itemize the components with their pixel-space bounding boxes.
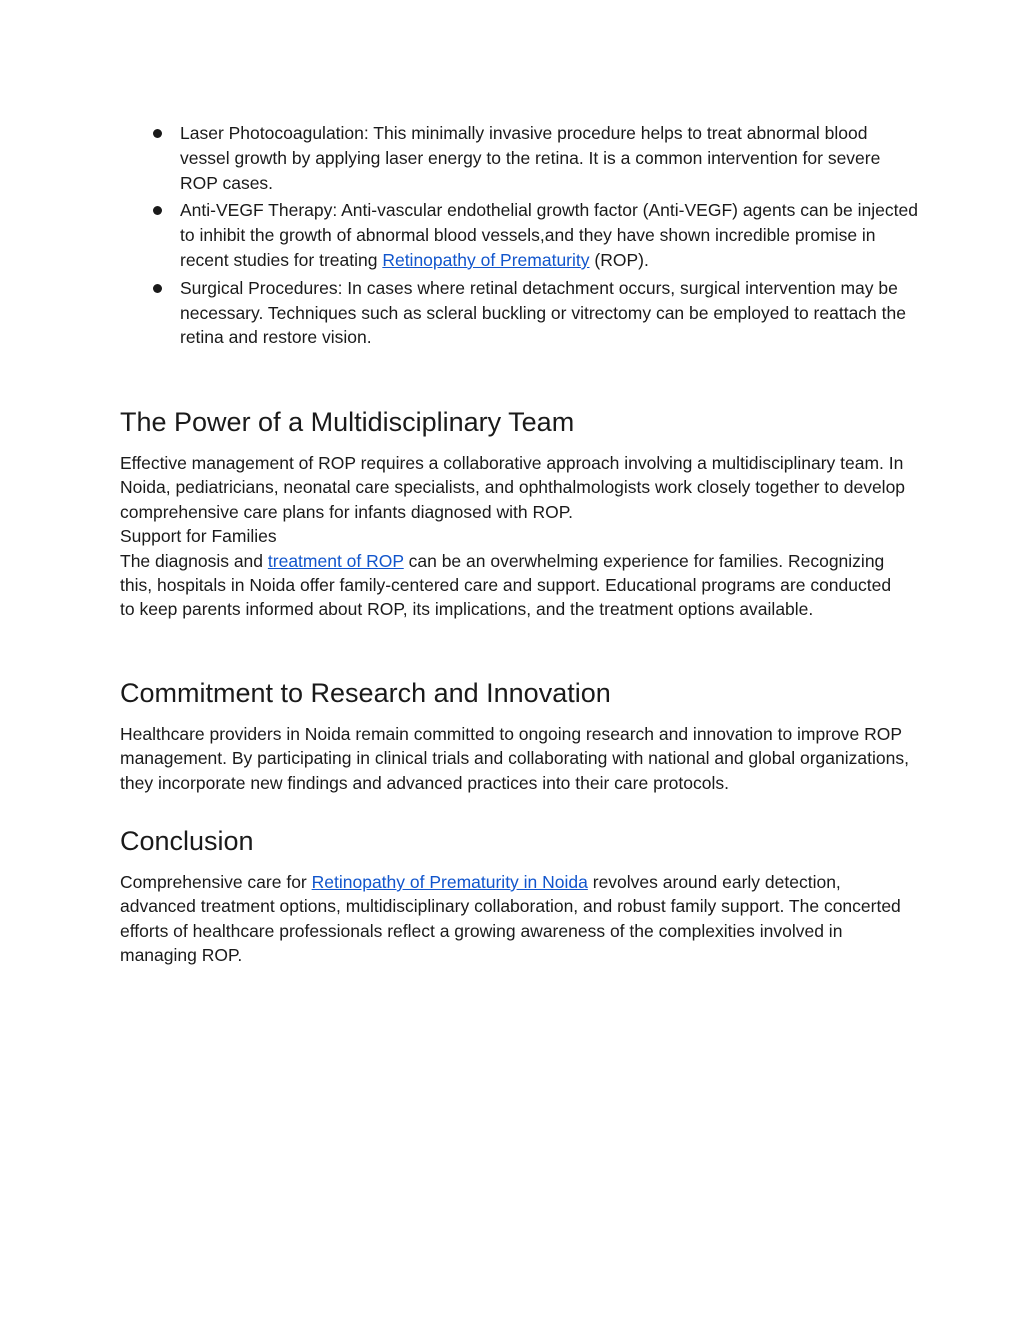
section-paragraph: Healthcare providers in Noida remain committed to ongoing research and innovation to improve ROP management. By participating in clinical trials and collaborating with national and global organizations, they incorporate new findings and advanced practices into their care protocols. xyxy=(120,724,909,793)
paragraph-text: revolves around early detection, advanced treatment options, multidisciplinary collaboration, and robust family support. The concerted efforts of healthcare professionals reflect a growing awareness of the complexities involved in managing ROP. xyxy=(120,872,901,966)
bullet-text: (ROP). xyxy=(589,249,649,270)
bullet-text: Laser Photocoagulation: This minimally invasive procedure helps to treat abnormal blood vessel growth by applying laser energy to the retina. It is a common intervention for severe ROP cases. xyxy=(180,123,881,193)
section-heading: Commitment to Research and Innovation xyxy=(120,678,611,708)
section-paragraph xyxy=(120,870,910,968)
section-paragraph xyxy=(120,451,910,622)
research-section xyxy=(120,676,910,795)
multidisciplinary-section xyxy=(120,405,910,622)
treatment-of-rop-link[interactable]: treatment of ROP xyxy=(267,550,404,571)
paragraph-text: Comprehensive care for xyxy=(120,872,312,892)
bullet-text: Surgical Procedures: In cases where retinal detachment occurs, surgical intervention may be necessary. Techniques such as scleral buckling or vitrectomy can be employed to reattach the retina and restore vision. xyxy=(180,277,906,348)
section-heading: Conclusion xyxy=(120,826,254,856)
bullet-item-surgical xyxy=(120,276,920,350)
paragraph-text: Effective management of ROP requires a collaborative approach involving a multidisciplinary team. In Noida, pediatricians, neonatal care specialists, and ophthalmologists work closely together to develop comprehensive care plans for infants diagnosed with ROP. xyxy=(120,453,906,522)
paragraph-text: The diagnosis and xyxy=(120,550,268,571)
rop-noida-link[interactable]: Retinopathy of Prematurity in Noida xyxy=(311,872,588,892)
paragraph-text: can be an overwhelming experience for families. Recognizing this, hospitals in Noida offer family-centered care and support. Educational programs are conducted to keep parents informed about ROP, its implications, and the treatment options available. xyxy=(120,550,892,620)
treatment-bullet-list xyxy=(120,121,920,353)
conclusion-section xyxy=(120,824,910,968)
section-heading: The Power of a Multidisciplinary Team xyxy=(120,407,575,437)
bullet-dot-icon xyxy=(153,206,162,215)
bullet-item-anti-vegf xyxy=(120,198,920,272)
bullet-text: Anti-VEGF Therapy: Anti-vascular endothelial growth factor (Anti-VEGF) agents can be injected to inhibit the growth of abnormal blood vessels,and they have shown incredible promise in recent studies for treating xyxy=(180,200,918,270)
rop-link[interactable]: Retinopathy of Prematurity xyxy=(382,249,590,270)
bullet-dot-icon xyxy=(153,284,162,293)
support-subtitle: Support for Families xyxy=(120,526,277,547)
bullet-dot-icon xyxy=(153,129,162,138)
bullet-item-laser xyxy=(120,121,920,195)
